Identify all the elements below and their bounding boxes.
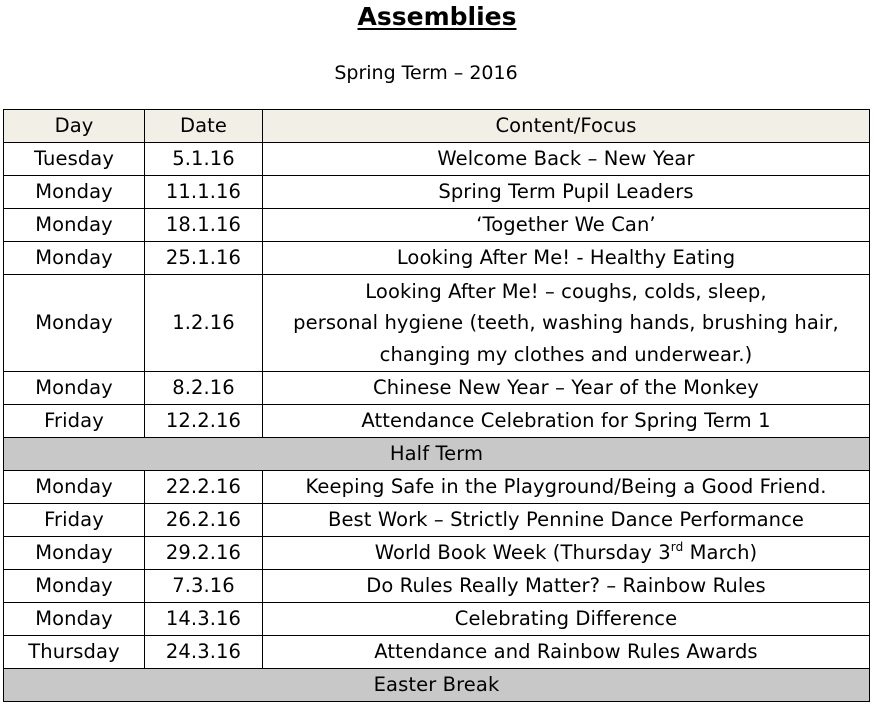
cell-day: Friday — [4, 405, 145, 438]
content-text: March) — [683, 541, 758, 564]
content-text: World Book Week (Thursday 3 — [374, 541, 671, 564]
cell-date: 1.2.16 — [145, 275, 263, 372]
cell-day: Monday — [4, 209, 145, 242]
cell-date: 26.2.16 — [145, 504, 263, 537]
cell-date: 22.2.16 — [145, 471, 263, 504]
half-term-row — [4, 438, 870, 471]
table-header-row — [4, 110, 870, 143]
cell-day: Monday — [4, 471, 145, 504]
table-row — [4, 242, 870, 275]
cell-date: 24.3.16 — [145, 636, 263, 669]
table-row — [4, 570, 870, 603]
table-row — [4, 636, 870, 669]
cell-content: Keeping Safe in the Playground/Being a Good Friend. — [263, 471, 870, 504]
table-row — [4, 537, 870, 570]
cell-day: Monday — [4, 242, 145, 275]
cell-date: 7.3.16 — [145, 570, 263, 603]
table-row — [4, 176, 870, 209]
table-row — [4, 504, 870, 537]
cell-day: Friday — [4, 504, 145, 537]
cell-content: Welcome Back – New Year — [263, 143, 870, 176]
cell-date: 11.1.16 — [145, 176, 263, 209]
content-line: changing my clothes and underwear.) — [379, 342, 753, 366]
cell-day: Tuesday — [4, 143, 145, 176]
cell-content: Looking After Me! - Healthy Eating — [263, 242, 870, 275]
header-day: Day — [4, 110, 145, 143]
header-date: Date — [145, 110, 263, 143]
cell-date: 29.2.16 — [145, 537, 263, 570]
cell-date: 5.1.16 — [145, 143, 263, 176]
content-line: personal hygiene (teeth, washing hands, brushing hair, — [293, 311, 839, 335]
cell-day: Thursday — [4, 636, 145, 669]
assemblies-table — [3, 109, 870, 702]
cell-content: Attendance Celebration for Spring Term 1 — [263, 405, 870, 438]
cell-day: Monday — [4, 603, 145, 636]
table-row — [4, 275, 870, 372]
cell-content: Chinese New Year – Year of the Monkey — [263, 372, 870, 405]
table-row — [4, 603, 870, 636]
table-row — [4, 209, 870, 242]
cell-date: 8.2.16 — [145, 372, 263, 405]
cell-day: Monday — [4, 570, 145, 603]
ordinal-suffix: rd — [670, 540, 684, 554]
cell-content-multiline — [263, 275, 870, 372]
term-subtitle: Spring Term – 2016 — [334, 62, 518, 84]
half-term-label: Half Term — [4, 438, 870, 471]
cell-day: Monday — [4, 372, 145, 405]
cell-content: Best Work – Strictly Pennine Dance Performance — [263, 504, 870, 537]
cell-date: 12.2.16 — [145, 405, 263, 438]
cell-date: 18.1.16 — [145, 209, 263, 242]
table-row — [4, 405, 870, 438]
cell-date: 14.3.16 — [145, 603, 263, 636]
easter-break-row — [4, 669, 870, 702]
cell-content: ‘Together We Can’ — [263, 209, 870, 242]
cell-date: 25.1.16 — [145, 242, 263, 275]
table-row — [4, 372, 870, 405]
page-title: Assemblies — [357, 2, 517, 31]
table-row — [4, 471, 870, 504]
cell-content: Spring Term Pupil Leaders — [263, 176, 870, 209]
cell-day: Monday — [4, 275, 145, 372]
cell-day: Monday — [4, 537, 145, 570]
cell-content: Do Rules Really Matter? – Rainbow Rules — [263, 570, 870, 603]
content-line: Looking After Me! – coughs, colds, sleep, — [365, 279, 767, 303]
cell-content: Attendance and Rainbow Rules Awards — [263, 636, 870, 669]
cell-content: Celebrating Difference — [263, 603, 870, 636]
cell-day: Monday — [4, 176, 145, 209]
easter-break-label: Easter Break — [4, 669, 870, 702]
table-row — [4, 143, 870, 176]
cell-content — [263, 537, 870, 570]
header-content: Content/Focus — [263, 110, 870, 143]
